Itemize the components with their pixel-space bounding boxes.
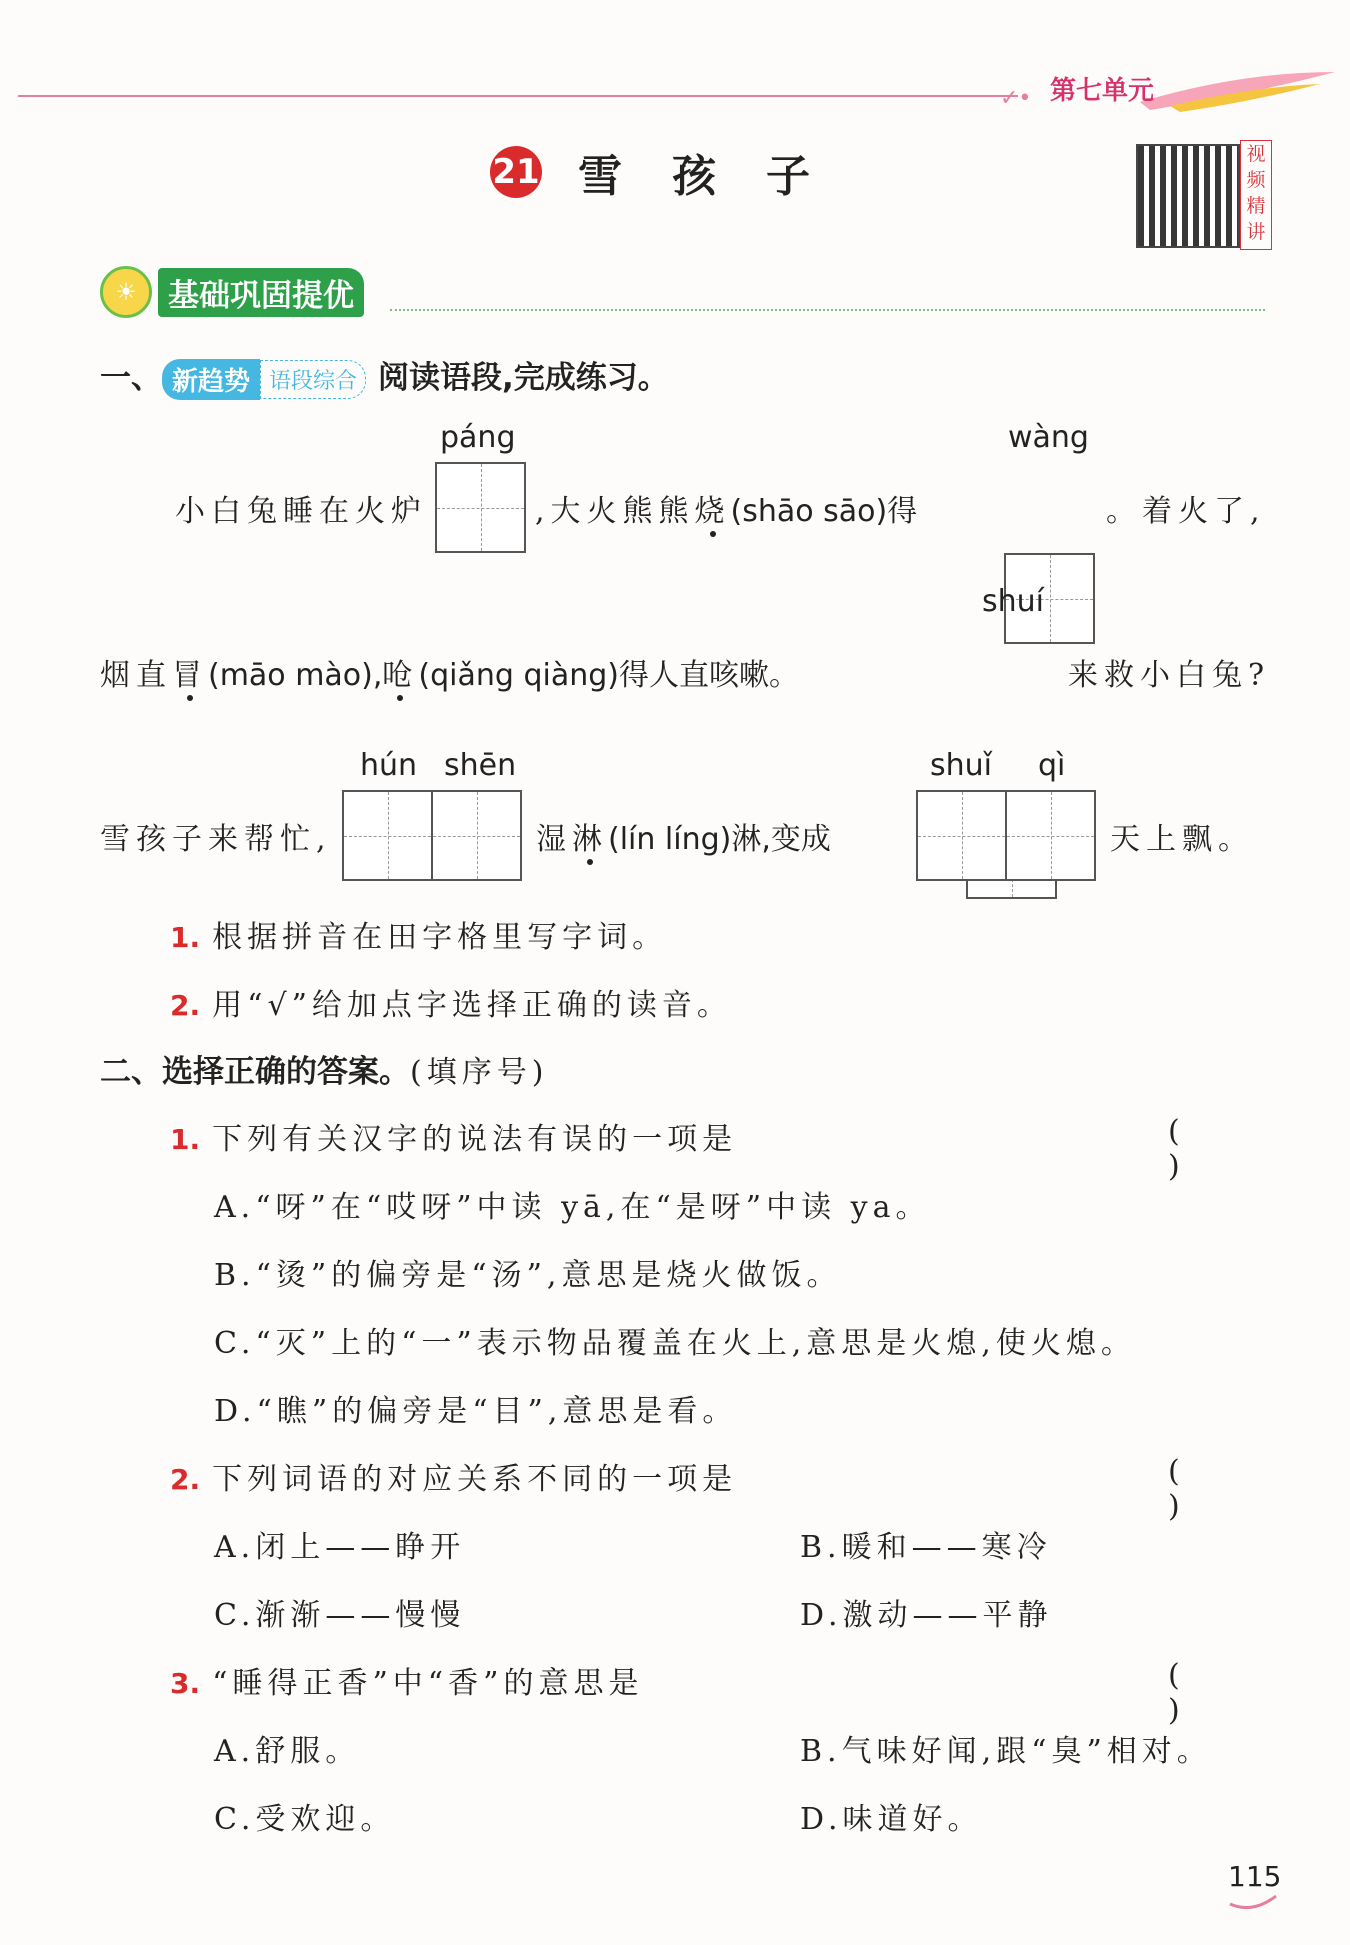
question-number: 2.: [170, 1463, 201, 1496]
dotted-char: 烧: [694, 494, 731, 529]
header-rule: [18, 95, 1018, 97]
choice-question: [170, 1658, 643, 1702]
answer-blank[interactable]: ( ): [1168, 1658, 1240, 1728]
writing-grid[interactable]: [1007, 790, 1096, 881]
option-a: A.舒服。: [214, 1734, 361, 1769]
option-b: B.气味好闻,跟“臭”相对。: [800, 1734, 1212, 1769]
pinyin-choice[interactable]: (lín líng)淋,变成: [608, 822, 831, 857]
passage-text: 湿: [536, 822, 572, 857]
section-banner: [100, 270, 364, 314]
answer-blank[interactable]: ( ): [1168, 1454, 1240, 1524]
pinyin-label: wàng: [1008, 420, 1089, 455]
book-sun-icon: ☀: [100, 266, 152, 318]
option-a: A.闭上——睁开: [214, 1530, 466, 1565]
qr-label-char: 频: [1246, 169, 1266, 191]
qr-label-char: 讲: [1246, 221, 1266, 243]
option-a: A.“呀”在“哎呀”中读 yā,在“是呀”中读 ya。: [214, 1190, 931, 1225]
question-text: 根据拼音在田字格里写字词。: [212, 920, 668, 955]
question-number: 2.: [170, 989, 201, 1022]
pinyin-label: qì: [1038, 748, 1066, 783]
passage-line: [535, 486, 917, 530]
option-c: C.“灭”上的“一”表示物品覆盖在火上,意思是火熄,使火熄。: [214, 1326, 1136, 1361]
section-divider: [390, 309, 1265, 311]
writing-grid[interactable]: [433, 790, 522, 881]
part1-question-1: [170, 912, 667, 956]
pinyin-label: shuí: [982, 584, 1044, 619]
passage-line: 。着火了,: [1106, 494, 1266, 529]
header-arrow-icon: ✓•: [1000, 86, 1032, 111]
writing-grid[interactable]: [916, 790, 1007, 881]
pinyin-label: shuǐ: [930, 748, 992, 783]
passage-line: 小白兔睡在火炉: [175, 494, 427, 529]
writing-grid-pair[interactable]: [342, 790, 522, 881]
dotted-char: 淋: [572, 822, 608, 857]
lesson-number: 21: [490, 146, 542, 198]
dotted-char: 呛: [382, 658, 419, 693]
qr-code-icon[interactable]: [1136, 144, 1240, 248]
passage-text: ,大火熊熊: [535, 494, 695, 529]
part1-heading: [100, 352, 669, 400]
option-d: D.激动——平静: [800, 1598, 1053, 1633]
pinyin-label: shēn: [444, 748, 517, 783]
passage-line: 雪孩子来帮忙,: [100, 822, 332, 857]
page-number: 115: [1228, 1860, 1282, 1893]
qr-label-char: 视: [1246, 143, 1266, 165]
part1-question-2: [170, 980, 732, 1024]
page-swoosh-icon: [1228, 1892, 1278, 1912]
lesson-title: 雪孩子: [578, 151, 860, 202]
question-text: 下列有关汉字的说法有误的一项是: [212, 1122, 738, 1157]
writing-grid-pair[interactable]: [916, 790, 1096, 881]
option-d: D.“瞧”的偏旁是“目”,意思是看。: [214, 1394, 738, 1429]
part2-note: (填序号): [410, 1055, 549, 1090]
pinyin-choice[interactable]: (shāo sāo)得: [730, 494, 918, 529]
passage-line: 天上飘。: [1110, 822, 1254, 857]
section-title: 基础巩固提优: [158, 268, 364, 317]
passage-line: [536, 814, 831, 858]
question-number: 3.: [170, 1667, 201, 1700]
qr-label-char: 精: [1246, 195, 1266, 217]
part1-instruction: 阅读语段,完成练习。: [378, 360, 669, 396]
writing-grid[interactable]: [435, 462, 526, 553]
option-b: B.暖和——寒冷: [800, 1530, 1052, 1565]
question-text: 下列词语的对应关系不同的一项是: [212, 1462, 738, 1497]
passage-line: 来救小白兔?: [1068, 658, 1271, 693]
writing-grid[interactable]: [342, 790, 433, 881]
question-text: “睡得正香”中“香”的意思是: [212, 1666, 644, 1701]
part2-heading-text: 二、选择正确的答案。: [100, 1054, 410, 1090]
pinyin-label: páng: [440, 420, 516, 455]
option-d: D.味道好。: [800, 1802, 983, 1837]
trend-badge: 新趋势: [162, 359, 260, 400]
type-badge: 语段综合: [260, 360, 366, 399]
question-number: 1.: [170, 1123, 201, 1156]
part2-heading: [100, 1046, 548, 1091]
pinyin-label: hún: [360, 748, 418, 783]
question-number: 1.: [170, 921, 201, 954]
option-c: C.渐渐——慢慢: [214, 1598, 466, 1633]
question-text: 用“√”给加点字选择正确的读音。: [212, 988, 732, 1023]
qr-label: [1240, 140, 1272, 250]
pinyin-choice[interactable]: (qiǎng qiàng)得人直咳嗽。: [418, 658, 799, 693]
option-b: B.“烫”的偏旁是“汤”,意思是烧火做饭。: [214, 1258, 842, 1293]
part1-prefix: 一、: [100, 360, 162, 396]
choice-question: [170, 1454, 737, 1498]
answer-blank[interactable]: ( ): [1168, 1114, 1240, 1184]
passage-text: 烟直: [100, 658, 172, 693]
passage-line: [100, 650, 799, 694]
pinyin-choice[interactable]: (māo mào),: [208, 658, 383, 693]
unit-label: 第七单元: [1050, 76, 1155, 106]
dotted-char: 冒: [172, 658, 208, 693]
choice-question: [170, 1114, 737, 1158]
option-c: C.受欢迎。: [214, 1802, 396, 1837]
